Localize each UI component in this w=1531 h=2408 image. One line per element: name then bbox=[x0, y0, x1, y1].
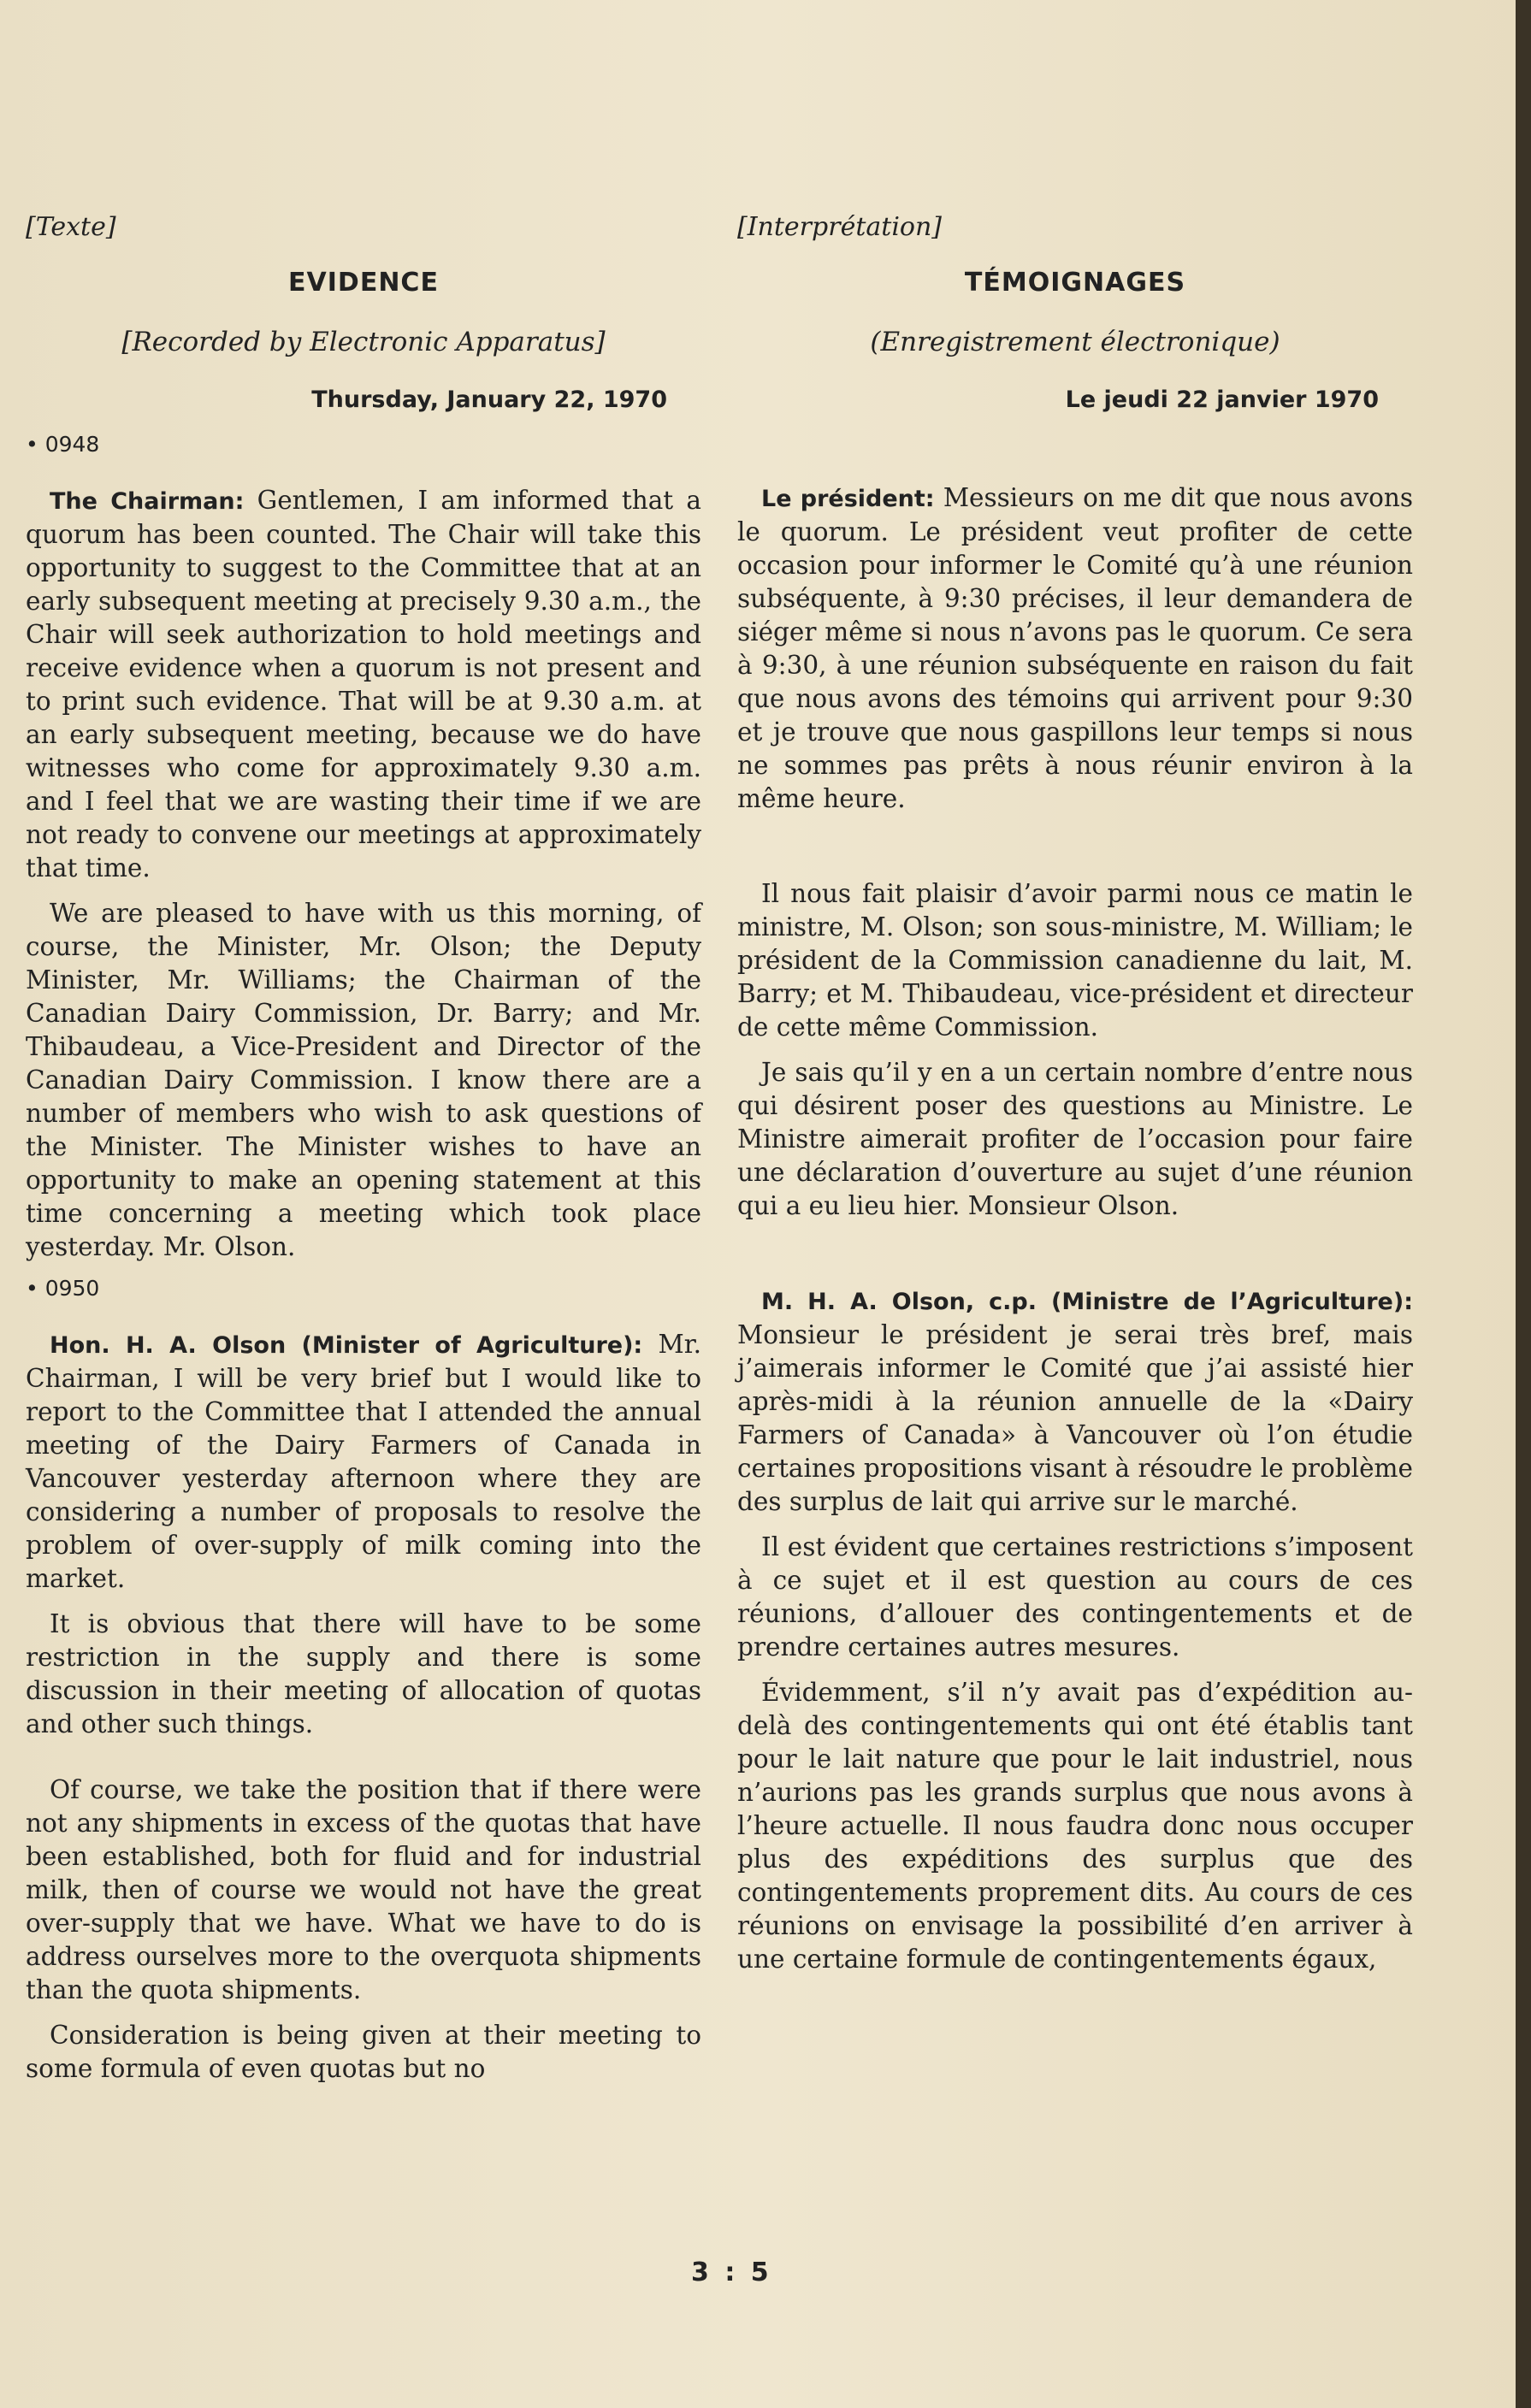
english-column bbox=[26, 205, 701, 2098]
minister-statement bbox=[737, 1284, 1413, 1519]
page-edge-shadow bbox=[1516, 0, 1531, 2408]
minister-statement bbox=[26, 1328, 701, 1596]
meeting-date: Le jeudi 22 janvier 1970 bbox=[1065, 387, 1379, 413]
speaker-label: Hon. H. A. Olson (Minister of Agriculture): bbox=[50, 1332, 643, 1359]
paragraph-text: Gentlemen, I am informed that a quorum has been counted. The Chair will take this opportunity to suggest to the Committee that at an early subsequent meeting at precisely 9.30 a.m., the Chair will seek authorization to hold meetings and receive evidence when a quorum is not present and to print such evidence. That will be at 9.30 a.m. at an early subsequent meeting, because we do have witnesses who come for approximately 9.30 a.m. and I feel that we are wasting their time if we are not ready to convene our meetings at approximately that time. bbox=[26, 486, 701, 882]
speaker-label: Le président: bbox=[761, 486, 935, 512]
paragraph: It is obvious that there will have to be some restriction in the supply and there is some discussion in their meeting of allocation of quotas and other such things. bbox=[26, 1609, 701, 1738]
page-number: 3 : 5 bbox=[691, 2258, 772, 2287]
paragraph: Consideration is being given at their meeting to some formula of even quotas but no bbox=[26, 2021, 701, 2083]
meeting-date: Thursday, January 22, 1970 bbox=[311, 387, 667, 413]
timestamp-0948: • 0948 bbox=[26, 432, 100, 457]
evidence-heading: EVIDENCE bbox=[288, 268, 439, 298]
paragraph: Il nous fait plaisir d’avoir parmi nous ce matin le ministre, M. Olson; son sous-ministre, M. William; le président de la Commission canadienne du lait, M. Barry; et M. Thibaudeau, vice-président et directeur de cette même Commission. bbox=[737, 879, 1413, 1042]
french-column bbox=[737, 205, 1413, 1988]
timestamp-0950: • 0950 bbox=[26, 1276, 100, 1301]
paragraph-text: Monsieur le président je serai très bref, mais j’aimerais informer le Comité que j’ai assisté hier après-midi à la réunion annuelle de la «Dairy Farmers of Canada» à Vancouver où l’on étudie certaines propositions visant à résoudre le problème des surplus de lait qui arrive sur le marché. bbox=[737, 1320, 1413, 1516]
chairman-statement bbox=[26, 484, 701, 885]
paragraph: Il est évident que certaines restrictions s’imposent à ce sujet et il est question au cours de ces réunions, d’allouer des contingentements et de prendre certaines autres mesures. bbox=[737, 1532, 1413, 1661]
interpretation-tag: [Interprétation] bbox=[737, 212, 943, 242]
paragraph: We are pleased to have with us this morning, of course, the Minister, Mr. Olson; the Deputy Minister, Mr. Williams; the Chairman of the Canadian Dairy Commission, Dr. Barry; and Mr. Thibaudeau, a Vice-President and Director of the Canadian Dairy Commission. I know there are a number of members who wish to ask questions of the Minister. The Minister wishes to have an opportunity to make an opening statement at this time concerning a meeting which took place yesterday. Mr. Olson. bbox=[26, 899, 701, 1261]
president-statement bbox=[737, 481, 1413, 816]
paragraph: Of course, we take the position that if there were not any shipments in excess of the quotas that have been established, both for fluid and for industrial milk, then of course we would not have the great over-supply that we have. What we have to do is address ourselves more to the overquota shipments than the quota shipments. bbox=[26, 1775, 701, 2004]
paragraph-text: Messieurs on me dit que nous avons le quorum. Le président veut profiter de cette occasion pour informer le Comité qu’à une réunion subséquente, à 9:30 précises, il leur demandera de siéger même si nous n’avons pas le quorum. Ce sera à 9:30, à une réunion subséquente en raison du fait que nous avons des témoins qui arrivent pour 9:30 et je trouve que nous gaspillons leur temps si nous ne sommes pas prêts à nous réunir environ à la même heure. bbox=[737, 483, 1413, 813]
recording-note: (Enregistrement électronique) bbox=[870, 327, 1280, 357]
text-tag: [Texte] bbox=[26, 212, 116, 242]
paragraph: Je sais qu’il y en a un certain nombre d’entre nous qui désirent poser des questions au Ministre. Le Ministre aimerait profiter de l’occasion pour faire une déclaration d’ouverture au sujet d’une réunion qui a eu lieu hier. Monsieur Olson. bbox=[737, 1058, 1413, 1220]
speaker-label: The Chairman: bbox=[50, 488, 245, 515]
paragraph-text: Mr. Chairman, I will be very brief but I would like to report to the Committee that I attended the annual meeting of the Dairy Farmers of Canada in Vancouver yesterday afternoon where they are considering a number of proposals to resolve the problem of over-supply of milk coming into the market. bbox=[26, 1330, 701, 1593]
paragraph: Évidemment, s’il n’y avait pas d’expédition au-delà des contingentements qui ont été établis tant pour le lait nature que pour le lait industriel, nous n’aurions pas les grands surplus que nous avons à l’heure actuelle. Il nous faudra donc nous occuper plus des expéditions des surplus que des contingentements proprement dits. Au cours de ces réunions on envisage la possibilité d’en arriver à une certaine formule de contingentements égaux, bbox=[737, 1678, 1413, 1974]
temoignages-heading: TÉMOIGNAGES bbox=[964, 268, 1186, 298]
recording-note: [Recorded by Electronic Apparatus] bbox=[121, 327, 606, 357]
speaker-label: M. H. A. Olson, c.p. (Ministre de l’Agriculture): bbox=[761, 1289, 1413, 1315]
